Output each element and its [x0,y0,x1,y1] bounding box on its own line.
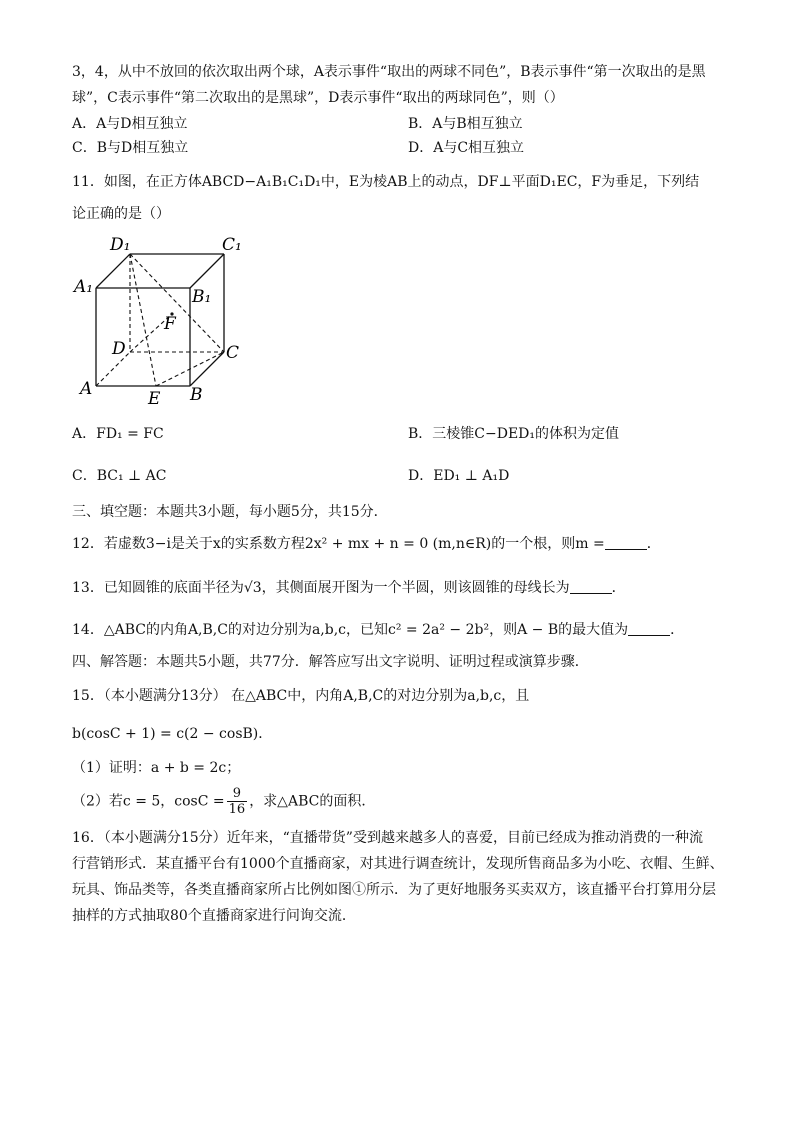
q15-part-2-prefix: （2）若c = 5，cosC = [72,793,225,810]
q11-option-d: D．ED₁ ⊥ A₁D [408,468,510,484]
q15-part-1: （1）证明：a + b = 2c； [72,760,241,776]
label-a: A [80,379,93,399]
label-e: E [148,389,161,408]
q10-option-c: C．B与D相互独立 [72,140,189,156]
q16-line-4: 抽样的方式抽取80个直播商家进行问询交流． [72,908,356,924]
q11-option-c: C．BC₁ ⊥ AC [72,468,167,484]
label-f: F [164,314,176,334]
q15-line-1: 15．（本小题满分13分） 在△ABC中，内角A,B,C的对边分别为a,b,c，且 [72,688,530,704]
cube-figure [72,228,262,408]
q14-line: 14．△ABC的内角A,B,C的对边分别为a,b,c，已知c² = 2a² − 2b²，则A − B的最大值为 ． [72,622,685,638]
q12-line: 12．若虚数3−i是关于x的实系数方程2x² + mx + n = 0 (m,n∈R)的一个根，则m = ． [72,536,661,552]
q11-line-1: 11．如图，在正方体ABCD−A₁B₁C₁D₁中，E为棱AB上的动点，DF⊥平面D₁EC，F为垂足，下列结 [72,174,700,190]
q16-line-2: 行营销形式．某直播平台有1000个直播商家，对其进行调查统计，发现所售商品多为小吃、衣帽、生鲜、 [72,856,724,872]
q16-line-1: 16．（本小题满分15分）近年来，“直播带货”受到越来越多人的喜爱，目前已经成为推动消费的一种流 [72,830,703,846]
q11-line-2: 论正确的是（） [72,206,170,222]
q15-line-2: b(cosC + 1) = c(2 − cosB)． [72,726,273,742]
q11-option-b: B．三棱锥C−DED₁的体积为定值 [408,426,620,442]
q12-text: 12．若虚数3−i是关于x的实系数方程2x² + mx + n = 0 (m,n∈R)的一个根，则m = [72,536,605,552]
q10-line-2: 球”，C表示事件“第二次取出的是黑球”，D表示事件“取出的两球同色”，则（） [72,90,564,106]
label-c1: C₁ [222,235,242,255]
q15-part-2 [72,786,724,817]
q10-option-a: A．A与D相互独立 [72,116,188,132]
section-3-heading: 三、填空题：本题共3小题，每小题5分，共15分． [72,504,388,520]
q10-option-b: B．A与B相互独立 [408,116,523,132]
q10-option-d: D．A与C相互独立 [408,140,525,156]
label-b1: B₁ [192,287,212,307]
q14-answer-blank[interactable] [628,621,670,636]
label-d1: D₁ [110,235,131,255]
fraction-denominator: 16 [228,802,246,817]
q15-part-2-suffix: ，求△ABC的面积． [249,793,376,810]
label-d: D [112,339,126,359]
cos-c-fraction [227,786,248,817]
q16-line-3: 玩具、饰品类等，各类直播商家所占比例如图①所示．为了更好地服务买卖双方，该直播平台打算用分层 [72,882,716,898]
q14-text: 14．△ABC的内角A,B,C的对边分别为a,b,c，已知c² = 2a² − 2b²，则A − B的最大值为 [72,622,629,638]
q11-option-a: A．FD₁ = FC [72,426,164,442]
q13-line: 13．已知圆锥的底面半径为√3，其侧面展开图为一个半圆，则该圆锥的母线长为 ． [72,580,626,596]
q13-answer-blank[interactable] [570,579,612,594]
label-b: B [190,385,203,405]
label-c: C [226,343,240,363]
q12-answer-blank[interactable] [605,535,647,550]
label-a1: A₁ [74,277,94,297]
section-4-heading: 四、解答题：本题共5小题，共77分．解答应写出文字说明、证明过程或演算步骤． [72,654,589,670]
q10-line-1: 3，4，从中不放回的依次取出两个球，A表示事件“取出的两球不同色”，B表示事件“第一次取出的是黑 [72,64,706,80]
q13-text: 13．已知圆锥的底面半径为√3，其侧面展开图为一个半圆，则该圆锥的母线长为 [72,580,570,596]
fraction-numerator: 9 [227,786,248,802]
